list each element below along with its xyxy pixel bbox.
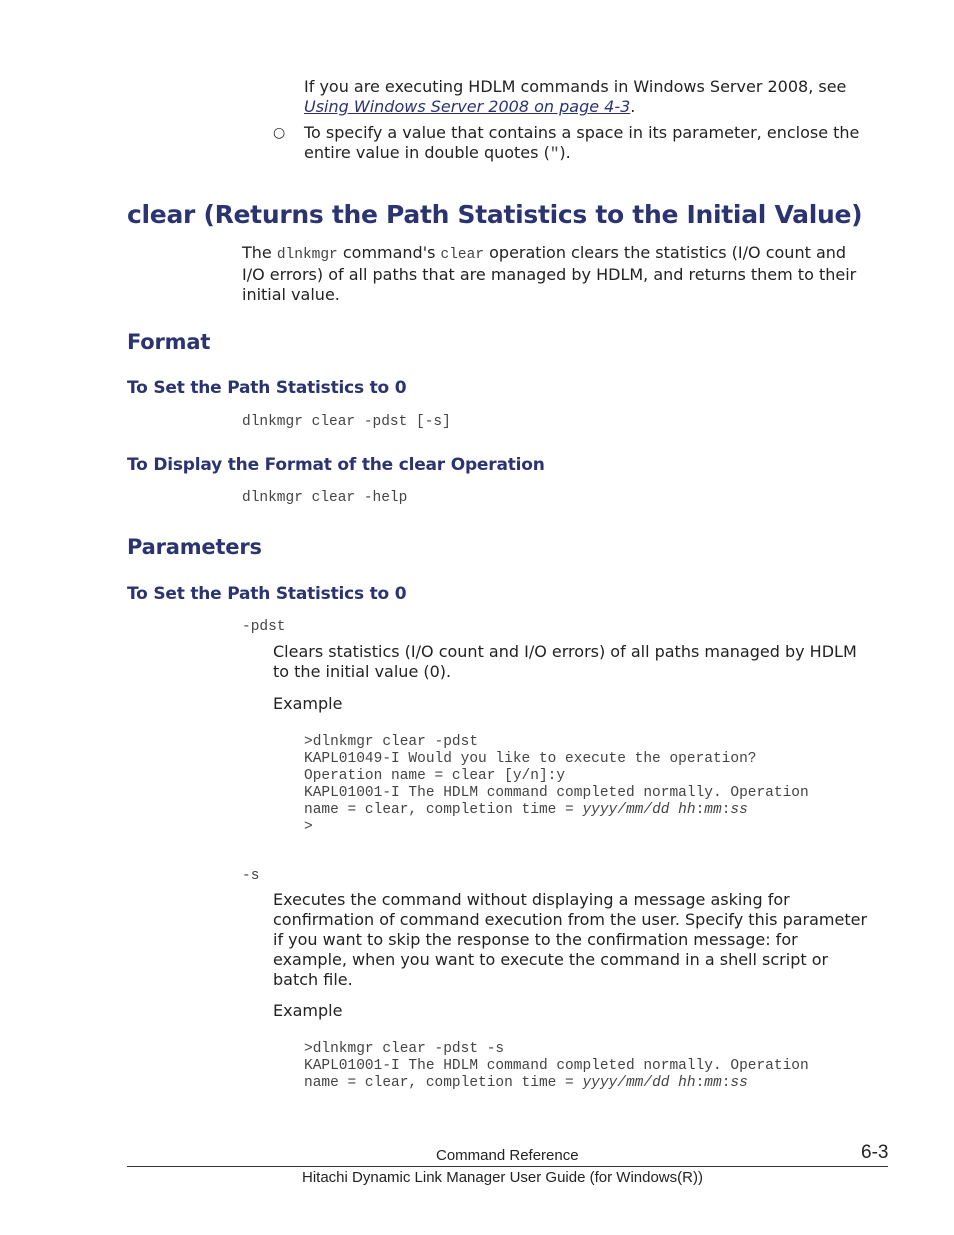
param-s-description: [273, 890, 913, 990]
parameters-heading: Parameters: [127, 535, 262, 559]
intro-text: [304, 77, 904, 117]
pdst-ex-line1: >dlnkmgr clear -pdst: [304, 734, 479, 750]
s-ex-ss: ss: [730, 1075, 748, 1091]
format-heading: Format: [127, 330, 211, 354]
format-subheading-set: To Set the Path Statistics to 0: [127, 378, 407, 398]
intro-line1: If you are executing HDLM commands in Windows Server 2008, see: [304, 77, 847, 96]
pdst-ex-colon1: :: [695, 802, 705, 818]
section-description: [242, 243, 902, 305]
s-ex-line3-prefix: name = clear, completion time =: [304, 1075, 583, 1091]
s-ex-line2: KAPL01001-I The HDLM command completed normally. Operation: [304, 1058, 809, 1074]
page-number: 6-3: [861, 1142, 889, 1163]
bullet-circle-icon: ○: [273, 125, 286, 141]
pdst-ex-line2: KAPL01049-I Would you like to execute the operation?: [304, 751, 757, 767]
s-ex-colon1: :: [695, 1075, 705, 1091]
pdst-ex-colon2: :: [721, 802, 731, 818]
s-desc-line1: Executes the command without displaying a message asking for: [273, 890, 790, 909]
param-pdst-description: [273, 642, 903, 682]
footer-divider: [127, 1166, 888, 1167]
pdst-ex-line3: Operation name = clear [y/n]:y: [304, 768, 566, 784]
s-ex-hh: hh: [678, 1075, 696, 1091]
pdst-ex-mm: mm: [704, 802, 722, 818]
s-ex-mm: mm: [704, 1075, 722, 1091]
desc-line3: initial value.: [242, 285, 340, 304]
pdst-ex-line6: >: [304, 819, 313, 835]
format-code-set: dlnkmgr clear -pdst [-s]: [242, 414, 451, 430]
bullet-line1: To specify a value that contains a space in its parameter, enclose the: [304, 123, 860, 142]
intro-line2-suffix: .: [630, 97, 636, 116]
pdst-desc-line2: to the initial value (0).: [273, 662, 452, 681]
s-desc-line4: example, when you want to execute the command in a shell script or: [273, 950, 829, 969]
desc-line1-rest: operation clears the statistics (I/O count and: [484, 243, 847, 262]
bullet-line2-suffix: ).: [559, 143, 571, 162]
s-ex-date: yyyy/mm/dd: [582, 1075, 670, 1091]
format-code-help: dlnkmgr clear -help: [242, 490, 408, 506]
desc-operation-name: clear: [440, 247, 485, 263]
s-ex-colon2: :: [721, 1075, 731, 1091]
format-subheading-display: To Display the Format of the clear Operation: [127, 455, 545, 475]
pdst-example-code: [304, 734, 809, 836]
param-s-name: -s: [242, 868, 260, 884]
double-quote-char: ": [549, 145, 560, 163]
bullet-line2-prefix: entire value in double quotes (: [304, 143, 550, 162]
pdst-ex-line4: KAPL01001-I The HDLM command completed normally. Operation: [304, 785, 809, 801]
section-title: clear (Returns the Path Statistics to the Initial Value): [127, 200, 863, 229]
pdst-ex-hh: hh: [678, 802, 696, 818]
pdst-ex-date: yyyy/mm/dd: [582, 802, 670, 818]
s-desc-line2: confirmation of command execution from the user. Specify this parameter: [273, 910, 868, 929]
s-example-code: [304, 1041, 809, 1092]
s-desc-line5: batch file.: [273, 970, 353, 989]
s-ex-line1: >dlnkmgr clear -pdst -s: [304, 1041, 505, 1057]
footer-chapter: Command Reference: [436, 1147, 579, 1164]
desc-line2: I/O errors) of all paths that are managed by HDLM, and returns them to their: [242, 265, 857, 284]
pdst-example-label: Example: [273, 694, 343, 713]
param-pdst-name: -pdst: [242, 619, 286, 635]
pdst-ex-line5-prefix: name = clear, completion time =: [304, 802, 583, 818]
footer-book-title: Hitachi Dynamic Link Manager User Guide (for Windows(R)): [302, 1169, 703, 1186]
desc-the: The: [242, 243, 277, 262]
bullet-text: [304, 123, 904, 164]
s-example-label: Example: [273, 1001, 343, 1020]
s-desc-line3: if you want to skip the response to the confirmation message: for: [273, 930, 798, 949]
desc-command-name: dlnkmgr: [276, 247, 338, 263]
parameters-subheading-set: To Set the Path Statistics to 0: [127, 584, 407, 604]
desc-mid: command's: [337, 243, 441, 262]
pdst-desc-line1: Clears statistics (I/O count and I/O errors) of all paths managed by HDLM: [273, 642, 857, 661]
pdst-ex-ss: ss: [730, 802, 748, 818]
cross-reference-link[interactable]: Using Windows Server 2008 on page 4-3: [304, 97, 631, 116]
